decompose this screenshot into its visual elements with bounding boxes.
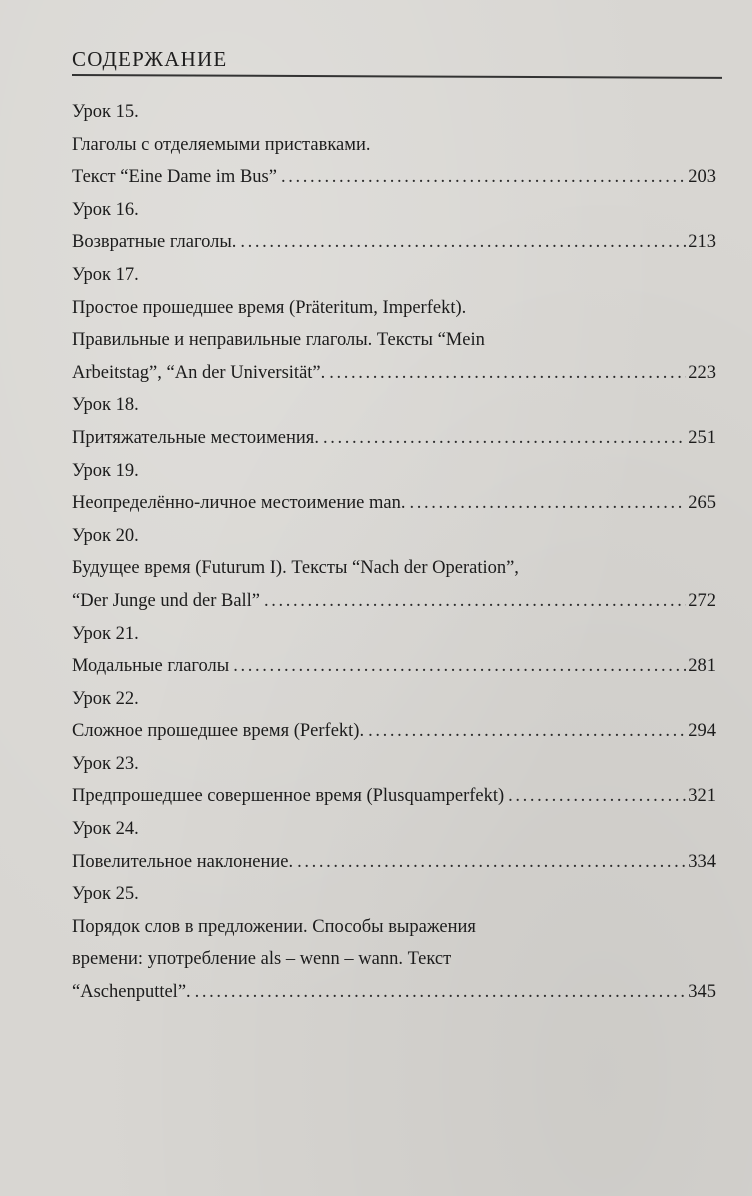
dot-leader [409,487,686,520]
lesson-label: Урок 15. [72,102,139,122]
lesson-label: Урок 17. [72,264,139,285]
entry-title: Глаголы с отделяемыми приставками. [72,134,371,155]
entry-title: Простое прошедшее время (Präteritum, Imperfekt). [72,297,467,318]
toc-entry [72,226,716,259]
toc-lesson-heading [72,96,716,129]
toc-text-line [72,129,716,162]
dot-leader [195,976,687,1009]
entry-title: Правильные и неправильные глаголы. Тексты “Mein [72,330,485,351]
entry-title: Повелительное наклонение. [72,851,294,872]
section-title: СОДЕРЖАНИЕ [72,47,228,71]
header-rule [72,74,722,79]
toc-lesson-heading [72,683,716,716]
toc-entry [72,650,716,683]
entry-title: Предпрошедшее совершенное время (Plusquamperfekt) [72,786,505,807]
toc-lesson-heading [72,389,716,422]
toc-entry [72,585,716,618]
lesson-label: Урок 18. [72,395,139,416]
lesson-label: Урок 21. [72,623,139,644]
toc-entry [72,780,716,813]
toc-lesson-heading [72,194,716,227]
entry-title: Текст “Eine Dame im Bus” [72,167,277,188]
entry-title: Arbeitstag”, “An der Universität”. [72,362,326,383]
entry-title: Будущее время (Futurum I). Тексты “Nach der Operation”, [72,558,519,579]
toc-text-line [72,292,716,325]
lesson-label: Урок 25. [72,884,139,905]
dot-leader [297,846,686,879]
page-number: 203 [688,167,716,188]
entry-title: Неопределённо-личное местоимение man. [72,493,406,514]
lesson-label: Урок 19. [72,460,139,481]
page-number: 321 [688,786,716,807]
toc-lesson-heading [72,455,716,488]
entry-title: Модальные глаголы [72,656,230,677]
dot-leader [264,585,686,618]
page-number: 334 [688,851,716,872]
page-number: 265 [688,493,716,514]
page-number: 223 [688,362,716,383]
lesson-label: Урок 24. [72,819,139,840]
dot-leader [240,226,686,259]
toc-lesson-heading [72,520,716,553]
toc-entry [72,715,716,748]
toc-text-line [72,324,716,357]
page-number: 251 [688,427,716,448]
toc-text-line [72,552,716,585]
page-header [72,44,722,74]
toc-entry [72,422,716,455]
dot-leader [281,161,686,194]
toc-lesson-heading [72,813,716,846]
page-number: 213 [688,232,716,253]
lesson-label: Урок 20. [72,525,139,546]
entry-title: Порядок слов в предложении. Способы выражения [72,916,476,937]
entry-title: времени: употребление als – wenn – wann. Текст [72,949,452,970]
page-number: 272 [688,590,716,611]
table-of-contents [72,96,716,1009]
lesson-label: Урок 16. [72,199,139,220]
entry-title: “Aschenputtel”. [72,982,191,1003]
lesson-label: Урок 23. [72,753,139,774]
entry-title: “Der Junge und der Ball” [72,590,261,611]
toc-entry [72,487,716,520]
toc-text-line [72,943,716,976]
page-number: 281 [688,656,716,677]
toc-lesson-heading [72,618,716,651]
dot-leader [323,422,686,455]
dot-leader [508,780,686,813]
toc-lesson-heading [72,878,716,911]
dot-leader [233,650,686,683]
toc-entry [72,976,716,1009]
toc-lesson-heading [72,259,716,292]
page-number: 345 [688,982,716,1003]
dot-leader [329,357,686,390]
entry-title: Возвратные глаголы. [72,232,237,253]
dot-leader [368,715,686,748]
lesson-label: Урок 22. [72,688,139,709]
toc-text-line [72,911,716,944]
page-number: 294 [688,721,716,742]
entry-title: Сложное прошедшее время (Perfekt). [72,721,365,742]
toc-entry [72,846,716,879]
entry-title: Притяжательные местоимения. [72,427,319,448]
toc-lesson-heading [72,748,716,781]
toc-entry [72,357,716,390]
toc-entry [72,161,716,194]
